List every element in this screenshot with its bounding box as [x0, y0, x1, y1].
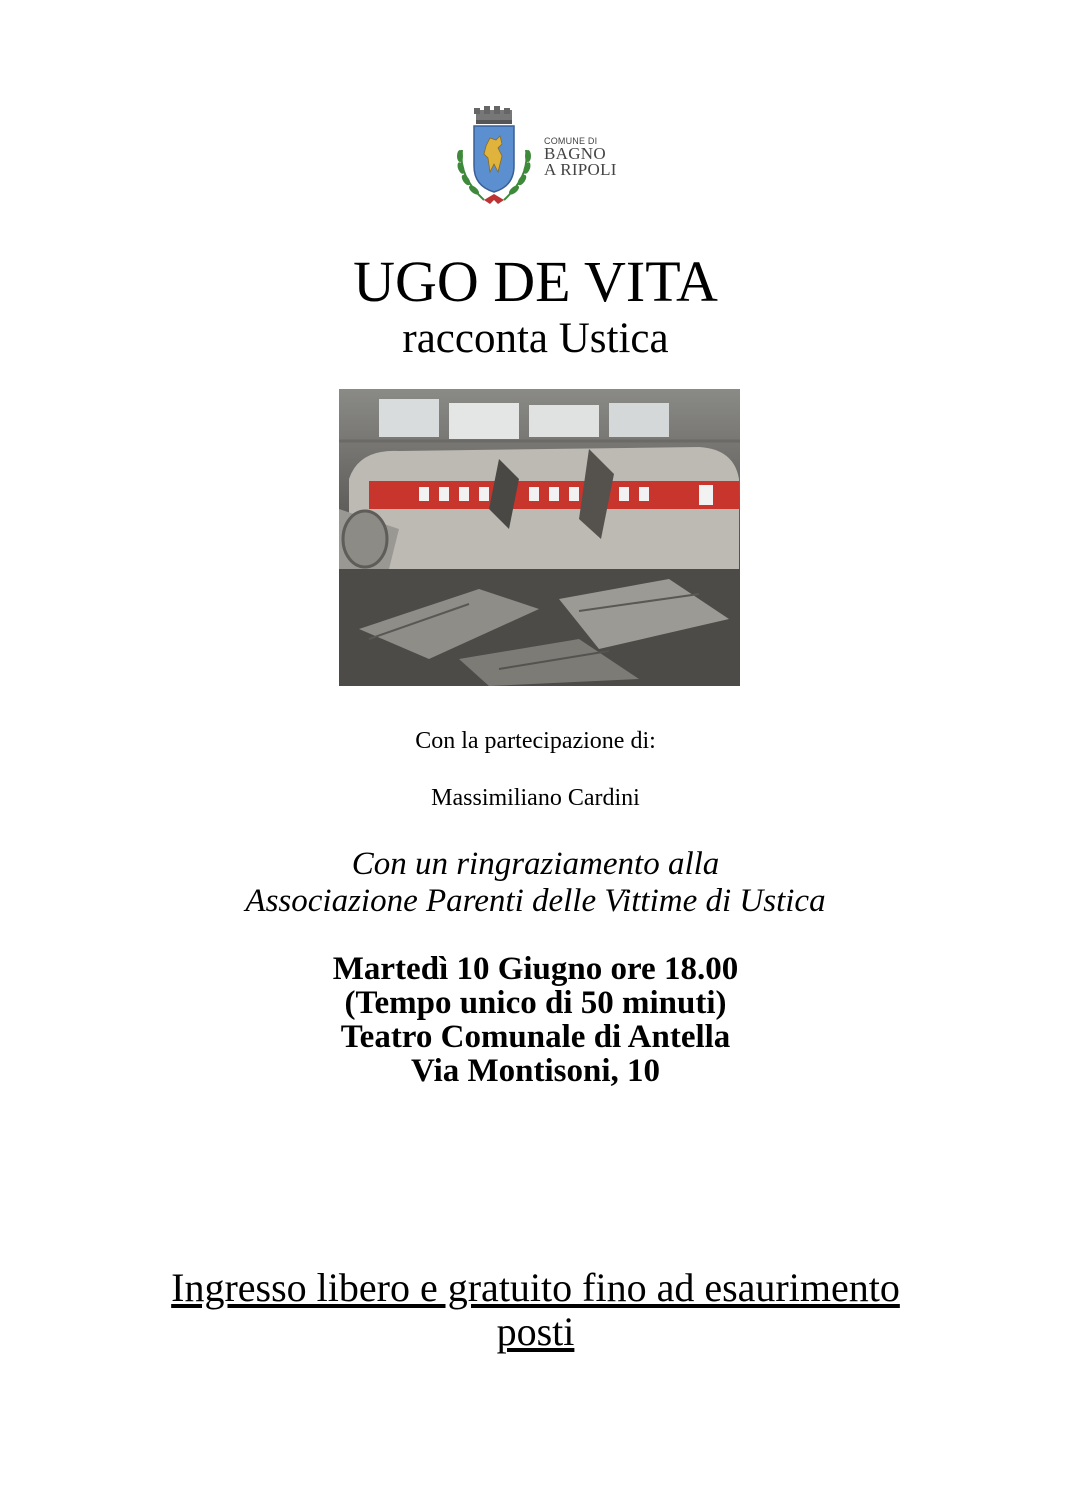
admission-note — [0, 1266, 1071, 1354]
admission-line-1: Ingresso libero e gratuito fino ad esaurimento — [171, 1265, 900, 1310]
event-duration: (Tempo unico di 50 minuti) — [344, 985, 727, 1021]
municipality-logo — [454, 106, 634, 210]
thanks-text — [0, 846, 1071, 920]
logo-line-1: COMUNE DI — [544, 136, 598, 146]
event-details — [0, 952, 1071, 1088]
page-subtitle: racconta Ustica — [402, 315, 669, 362]
wreckage-image — [339, 389, 740, 686]
event-venue: Teatro Comunale di Antella — [340, 1019, 731, 1055]
thanks-line-2: Associazione Parenti delle Vittime di Ustica — [245, 883, 826, 919]
event-date-time: Martedì 10 Giugno ore 18.00 — [332, 951, 739, 987]
coat-of-arms-icon — [454, 106, 542, 210]
participant-name: Massimiliano Cardini — [431, 785, 640, 811]
logo-line-3: A RIPOLI — [544, 160, 617, 179]
admission-line-2: posti — [496, 1309, 575, 1354]
event-address: Via Montisoni, 10 — [410, 1053, 661, 1089]
thanks-line-1: Con un ringraziamento alla — [351, 846, 720, 882]
logo-text — [544, 137, 617, 178]
page-title: UGO DE VITA — [353, 249, 718, 314]
wreckage-photo — [339, 389, 740, 686]
participation-label: Con la partecipazione di: — [415, 728, 656, 754]
logo-line-2: BAGNO — [544, 144, 606, 163]
